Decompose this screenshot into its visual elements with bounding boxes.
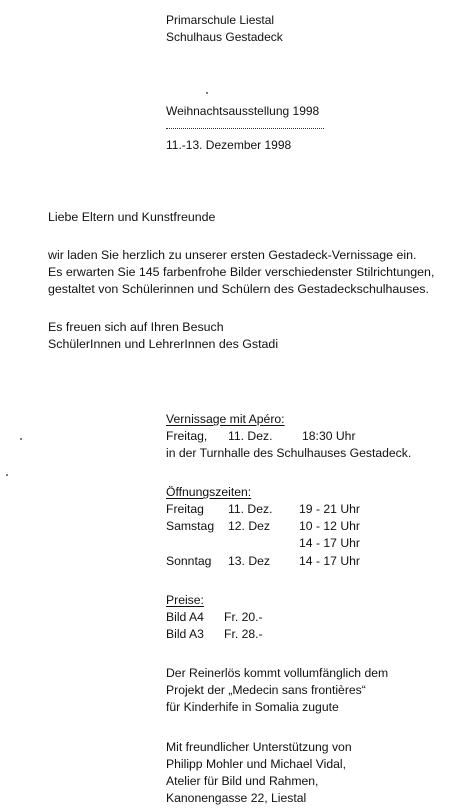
hours-time: 14 - 17 Uhr (299, 554, 360, 568)
price-value: Fr. 28.- (224, 627, 263, 641)
proceeds-line: Projekt der „Medecin sans frontières“ (166, 683, 366, 697)
scan-speck (6, 474, 8, 476)
hours-date: 12. Dez (228, 519, 271, 533)
support-line: Kanonengasse 22, Liestal (166, 791, 307, 805)
support-line: Atelier für Bild und Rahmen, (166, 774, 319, 788)
price-value: Fr. 20.- (224, 610, 263, 624)
scan-speck (20, 438, 22, 440)
price-item: Bild A3 (166, 627, 204, 641)
support-line: Philipp Mohler und Michael Vidal, (166, 757, 346, 771)
dotted-divider (166, 128, 324, 129)
paragraph-line: gestaltet von Schülerinnen und Schülern des Gestadeckschulhauses. (48, 282, 429, 296)
hours-day: Samstag (166, 519, 215, 533)
vernissage-location: in der Turnhalle des Schulhauses Gestadeck. (166, 446, 412, 460)
school-name: Primarschule Liestal (166, 13, 275, 27)
event-dates: 11.-13. Dezember 1998 (166, 138, 292, 152)
proceeds-line: für Kinderhife in Somalia zugute (166, 700, 339, 714)
closing-line: Es freuen sich auf Ihren Besuch (48, 320, 224, 334)
event-title: Weihnachtsausstellung 1998 (166, 104, 320, 118)
paragraph-line: Es erwarten Sie 145 farbenfrohe Bilder verschiedenster Stilrichtungen, (48, 265, 435, 279)
paragraph-line: wir laden Sie herzlich zu unserer ersten Gestadeck-Vernissage ein. (48, 248, 417, 262)
support-line: Mit freundlicher Unterstützung von (166, 740, 352, 754)
salutation: Liebe Eltern und Kunstfreunde (48, 210, 216, 224)
hours-time: 14 - 17 Uhr (299, 536, 360, 550)
hours-day: Freitag (166, 502, 204, 516)
hours-heading: Öffnungszeiten: (166, 485, 252, 499)
hours-day: Sonntag (166, 554, 212, 568)
vernissage-date: 11. Dez. (228, 429, 273, 443)
vernissage-time: 18:30 Uhr (302, 429, 356, 443)
closing-line: SchülerInnen und LehrerInnen des Gstadi (48, 337, 279, 351)
vernissage-day: Freitag, (166, 429, 208, 443)
vernissage-heading: Vernissage mit Apéro: (166, 412, 285, 426)
school-building: Schulhaus Gestadeck (166, 30, 283, 44)
scan-speck (206, 92, 208, 94)
hours-time: 10 - 12 Uhr (299, 519, 360, 533)
price-item: Bild A4 (166, 610, 204, 624)
hours-date: 11. Dez. (228, 502, 273, 516)
hours-date: 13. Dez (228, 554, 271, 568)
hours-time: 19 - 21 Uhr (299, 502, 360, 516)
proceeds-line: Der Reinerlös kommt vollumfänglich dem (166, 666, 389, 680)
prices-heading: Preise: (166, 593, 204, 607)
